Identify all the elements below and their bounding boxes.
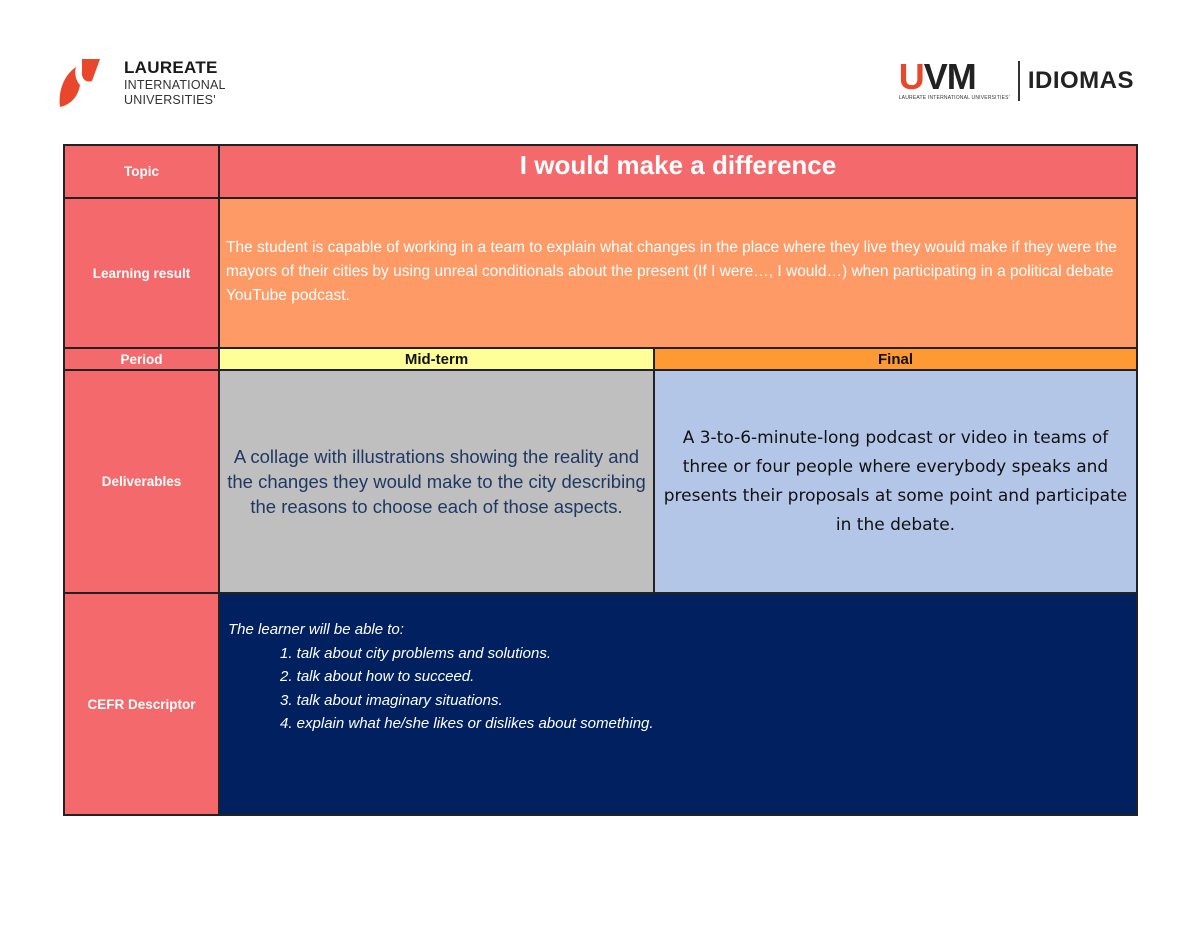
laureate-title: LAUREATE: [124, 57, 218, 77]
cefr-list: [228, 642, 654, 736]
syllabus-table: [63, 144, 1138, 816]
period-midterm: Mid-term: [219, 348, 654, 370]
uvm-wordmark: UVM: [898, 56, 976, 97]
period-label: Period: [64, 348, 219, 370]
cefr-descriptor: [219, 593, 1137, 815]
learning-result-label: Learning result: [64, 198, 219, 348]
period-final: Final: [654, 348, 1137, 370]
cefr-item: 4. explain what he/she likes or dislikes about something.: [280, 715, 654, 732]
laureate-subtitle-line1: INTERNATIONAL: [124, 77, 226, 92]
laureate-leaf-icon: [56, 57, 102, 109]
uvm-tagline: LAUREATE INTERNATIONAL UNIVERSITIES': [898, 95, 1010, 101]
cefr-item: 1. talk about city problems and solutions.: [280, 644, 551, 662]
laureate-subtitle-line2: UNIVERSITIES': [124, 93, 216, 107]
topic-label: Topic: [64, 145, 219, 198]
cefr-item: 2. talk about how to succeed.: [280, 668, 475, 685]
deliverable-final: A 3-to-6-minute-long podcast or video in teams of three or four people where everybody speaks and presents their proposals at some point and participate in the debate.: [654, 370, 1137, 593]
uvm-divider: [1018, 61, 1020, 101]
uvm-section-name: IDIOMAS: [1027, 66, 1134, 94]
cefr-label: CEFR Descriptor: [64, 593, 219, 815]
topic-value: I would make a difference: [219, 145, 1137, 198]
uvm-idiomas-logo: [898, 56, 1134, 101]
cefr-item: 3. talk about imaginary situations.: [280, 691, 503, 709]
deliverable-midterm: A collage with illustrations showing the reality and the changes they would make to the city describing the reasons to choose each of those aspects.: [219, 370, 654, 593]
deliverables-label: Deliverables: [64, 370, 219, 593]
cefr-intro: The learner will be able to:: [228, 621, 404, 638]
learning-result-value: The student is capable of working in a team to explain what changes in the place where they live they would make if they were the mayors of their cities by using unreal conditionals about the present (If I were…, I would…) when participating in a political debate YouTube podcast.: [219, 198, 1137, 348]
laureate-logo: [56, 55, 226, 110]
